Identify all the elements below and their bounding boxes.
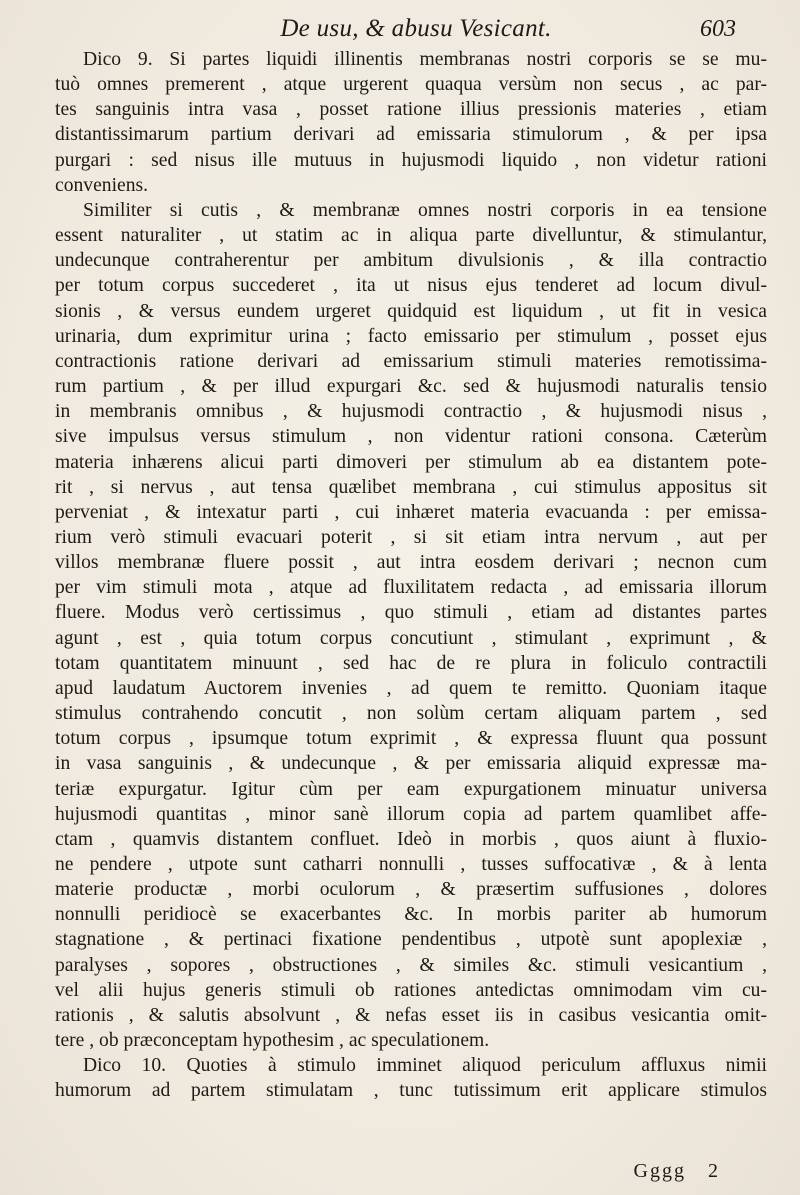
text-line: per totum corpus succederet , ita ut nisus ejus tenderet ad locum divul- <box>55 275 767 297</box>
text-line: rationis , & salutis absolvunt , & nefas esset iis in casibus vesicantia omit- <box>55 1004 767 1026</box>
catchword <box>612 1160 720 1183</box>
text-line: ne pendere , utpote sunt catharri nonnulli , tusses suffocativæ , & à lenta <box>55 854 767 875</box>
text-line: purgari : sed nisus ille mutuus in hujusmodi liquido , non videtur rationi <box>55 149 767 171</box>
text-line: Dico 9. Si partes liquidi illinentis membranas nostri corporis se se mu- <box>83 49 767 70</box>
running-head: De usu, & abusu Vesicant. <box>280 15 552 42</box>
text-line: sionis , & versus eundem urgeret quidquid est liquidum , ut fit in vesica <box>55 300 767 322</box>
page-header <box>96 14 736 44</box>
body-text <box>55 47 767 1104</box>
text-line: urinaria, dum exprimitur urina ; facto emissario per stimulum , posset ejus <box>55 325 767 347</box>
text-line: per vim stimuli mota , atque ad fluxilitatem redacta , ad emissaria illorum <box>55 577 767 599</box>
page-number: 603 <box>700 16 736 42</box>
text-line: sive impulsus versus stimulum , non videntur rationi consona. Cæterùm <box>55 426 767 448</box>
text-line: perveniat , & intexatur parti , cui inhæret materia evacuanda : per emissa- <box>55 501 767 523</box>
text-line: materia inhærens alicui parti dimoveri per stimulum ab ea distantem pote- <box>55 451 767 473</box>
text-line: agunt , est , quia totum corpus concutiunt , stimulant , exprimunt , & <box>55 627 767 649</box>
text-line: nonnulli peridiocè se exacerbantes &c. In morbis pariter ab humorum <box>55 904 767 926</box>
text-line: vel alii hujus generis stimuli ob rationes antedictas omnimodam vim cu- <box>55 979 767 1001</box>
text-line: paralyses , sopores , obstructiones , & similes &c. stimuli vesicantium , <box>55 954 767 976</box>
text-line: teriæ expurgatur. Igitur cùm per eam expurgationem minuatur universa <box>55 778 767 800</box>
text-line: distantissimarum partium derivari ad emissaria stimulorum , & per ipsa <box>55 124 767 146</box>
text-line: stimulus contrahendo concutit , non solùm certam aliquam partem , sed <box>55 703 767 725</box>
text-line: totam quantitatem minuunt , sed hac de re plura in foliculo contractili <box>55 652 767 674</box>
text-line: Dico 10. Quoties à stimulo imminet aliquod periculum affluxus nimii <box>83 1055 767 1077</box>
text-line: materie productæ , morbi oculorum , & præsertim suffusiones , dolores <box>55 879 767 901</box>
text-line: rit , si nervus , aut tensa quælibet membrana , cui stimulus appositus sit <box>55 476 767 498</box>
signature-mark: Gggg <box>633 1160 686 1182</box>
text-line: in membranis omnibus , & hujusmodi contractio , & hujusmodi nisus , <box>55 401 767 423</box>
signature-number: 2 <box>708 1160 720 1182</box>
text-line: totum corpus , ipsumque totum exprimit , & expressa fluunt qua possunt <box>55 728 767 750</box>
text-line: hujusmodi quantitas , minor sanè illorum copia ad partem quamlibet affe- <box>55 803 767 825</box>
text-line: undecunque contraherentur per ambitum divulsionis , & illa contractio <box>55 250 767 272</box>
text-line: ctam , quamvis distantem confluet. Ideò in morbis , quos aiunt à fluxio- <box>55 828 767 850</box>
text-line: stagnatione , & pertinaci fixatione pendentibus , utpotè sunt apoplexiæ , <box>55 929 767 951</box>
text-line: villos membranæ fluere possit , aut intra eosdem derivari ; necnon cum <box>55 552 767 574</box>
text-line: humorum ad partem stimulatam , tunc tutissimum erit applicare stimulos <box>55 1080 767 1102</box>
text-line: essent naturaliter , ut statim ac in aliqua parte divelluntur, & stimulantur, <box>55 225 767 247</box>
text-line: Similiter si cutis , & membranæ omnes nostri corporis in ea tensione <box>83 199 767 221</box>
text-line: contractionis ratione derivari ad emissarium stimuli materies remotissima- <box>55 350 767 372</box>
text-line: rum partium , & per illud expurgari &c. sed & hujusmodi naturalis tensio <box>55 376 767 398</box>
text-line: rium verò stimuli evacuari poterit , si sit etiam intra nervum , aut per <box>55 526 767 548</box>
text-line: tes sanguinis intra vasa , posset ratione illius pressionis materies , etiam <box>55 99 767 121</box>
text-line: conveniens. <box>55 174 149 196</box>
text-line: tere , ob præconceptam hypothesim , ac speculationem. <box>55 1030 490 1052</box>
text-line: in vasa sanguinis , & undecunque , & per emissaria aliquid expressæ ma- <box>55 753 767 775</box>
text-line: tuò omnes premerent , atque urgerent quaqua versùm non secus , ac par- <box>55 74 767 96</box>
text-line: apud laudatum Auctorem invenies , ad quem te remitto. Quoniam itaque <box>55 677 767 699</box>
text-line: fluere. Modus verò certissimus , quo stimuli , etiam ad distantes partes <box>55 602 767 624</box>
